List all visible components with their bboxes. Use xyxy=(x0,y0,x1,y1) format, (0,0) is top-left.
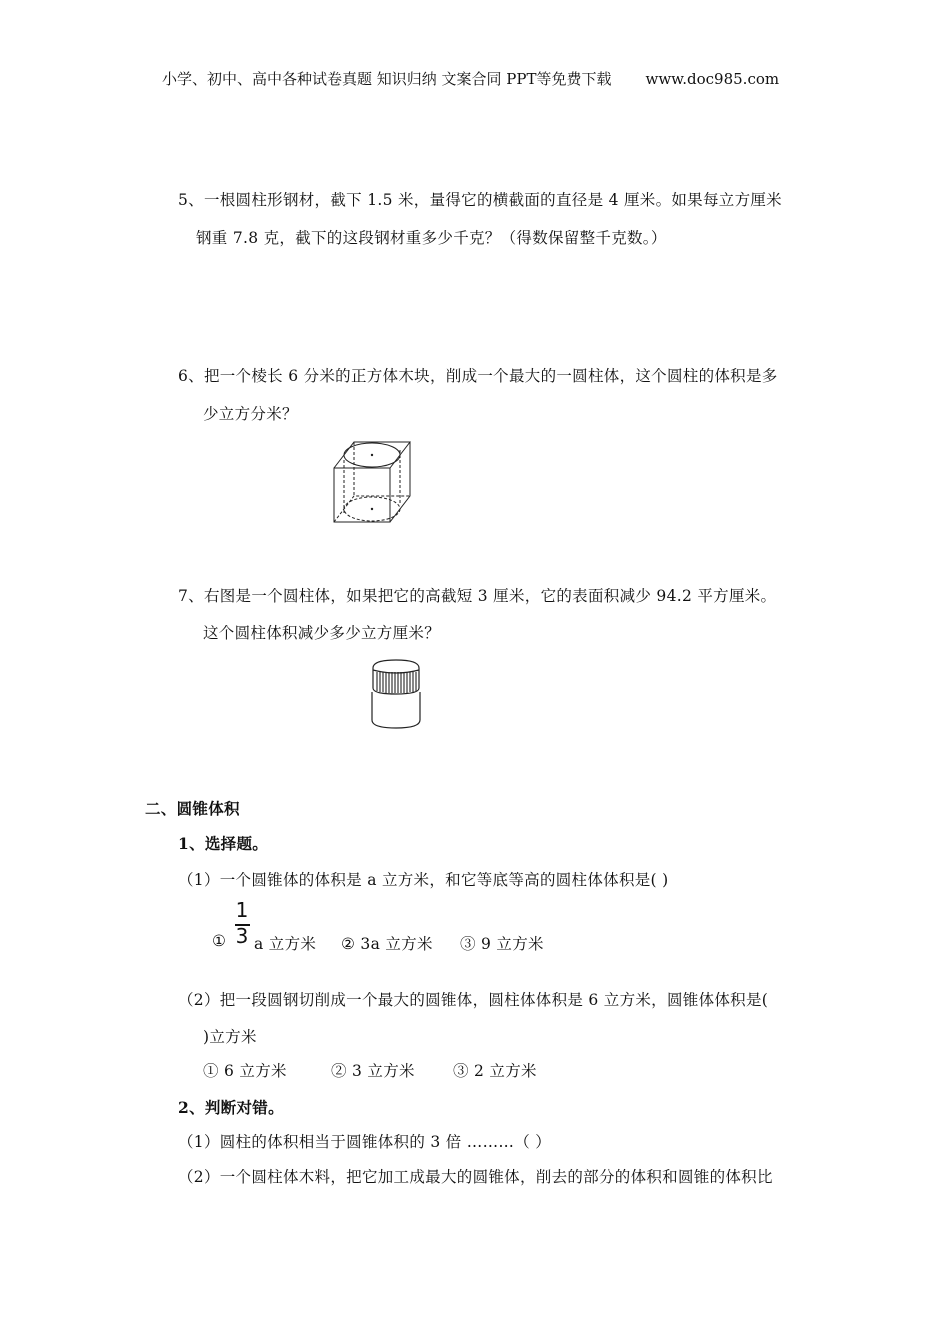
choice2-opt2: ② 3 立方米 xyxy=(331,1062,415,1080)
judge2: （2）一个圆柱体木料，把它加工成最大的圆锥体，削去的部分的体积和圆锥的体积比 xyxy=(178,1168,773,1186)
cube-cylinder-figure xyxy=(332,436,412,526)
header-text: 小学、初中、高中各种试卷真题 知识归纳 文案合同 PPT等免费下载 xyxy=(162,70,612,88)
choice1-opt3: ③ 9 立方米 xyxy=(460,935,544,953)
section2-sub2: 2、判断对错。 xyxy=(178,1098,284,1117)
section2-sub1: 1、选择题。 xyxy=(178,834,269,853)
q5-line2: 钢重 7.8 克，截下的这段钢材重多少千克？（得数保留整千克数。） xyxy=(196,229,667,247)
q6-line2: 少立方分米？ xyxy=(203,405,298,423)
header-site: www.doc985.com xyxy=(645,70,780,88)
choice1-opt1-text: a 立方米 xyxy=(254,935,317,953)
choice1-stem: （1）一个圆锥体的体积是 a 立方米，和它等底等高的圆柱体体积是( ) xyxy=(178,871,669,889)
choice2-stem: （2）把一段圆钢切削成一个最大的圆锥体，圆柱体体积是 6 立方米，圆锥体体积是( xyxy=(178,991,769,1009)
q5-line1: 5、一根圆柱形钢材，截下 1.5 米，量得它的横截面的直径是 4 厘米。如果每立方厘米 xyxy=(178,191,782,209)
choice1-opt1-marker: ① xyxy=(212,932,227,950)
judge1: （1）圆柱的体积相当于圆锥体积的 3 倍 ………（ ） xyxy=(178,1133,552,1151)
q7-line2: 这个圆柱体积减少多少立方厘米？ xyxy=(203,624,441,642)
q6-line1: 6、把一个棱长 6 分米的正方体木块，削成一个最大的一圆柱体，这个圆柱的体积是多 xyxy=(178,367,778,385)
q7-line1: 7、右图是一个圆柱体，如果把它的高截短 3 厘米，它的表面积减少 94.2 平方厘米。 xyxy=(178,587,777,605)
jar-cylinder-figure xyxy=(368,658,424,730)
choice1-opt2: ② 3a 立方米 xyxy=(341,935,433,953)
choice2-opt1: ① 6 立方米 xyxy=(203,1062,287,1080)
choice2-stem2: )立方米 xyxy=(203,1028,257,1046)
page-header xyxy=(162,68,779,89)
fraction-numerator: 1 xyxy=(235,898,249,922)
section2-title: 二、圆锥体积 xyxy=(145,799,240,818)
fraction-denominator: 3 xyxy=(235,924,249,948)
choice2-opt3: ③ 2 立方米 xyxy=(453,1062,537,1080)
